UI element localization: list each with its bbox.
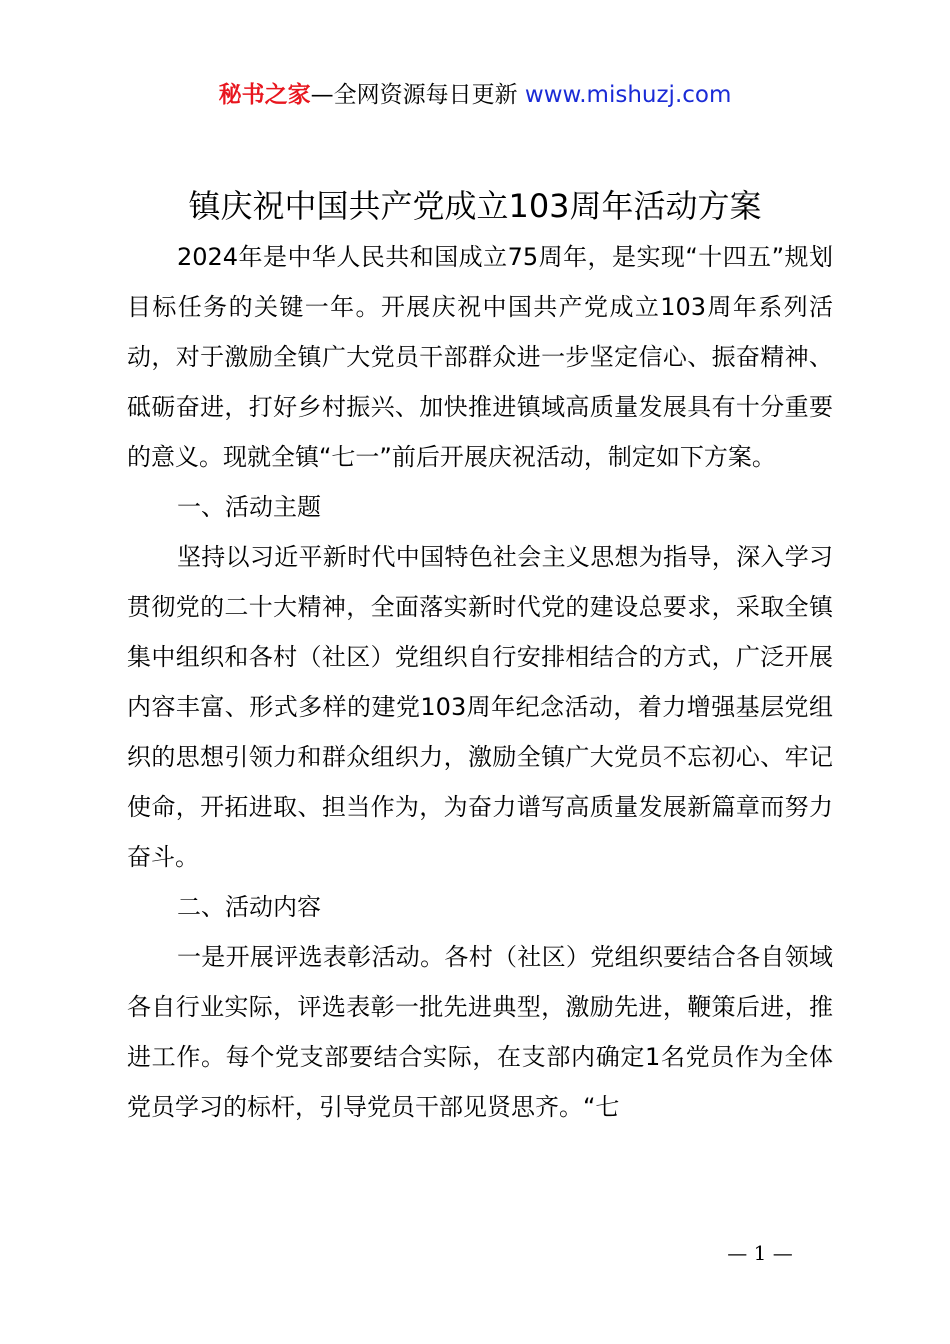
section-heading-theme: 一、活动主题 [177, 493, 321, 521]
header-slogan: —全网资源每日更新 [310, 82, 518, 108]
paragraph-content: 一是开展评选表彰活动。各村（社区）党组织要结合各自领域各自行业实际，评选表彰一批先进典型，激励先进，鞭策后进，推进工作。每个党支部要结合实际，在支部内确定1名党员作为全体党员学习的标杆，引导党员干部见贤思齐。“七 [127, 943, 833, 1121]
paragraph-theme: 坚持以习近平新时代中国特色社会主义思想为指导，深入学习贯彻党的二十大精神，全面落实新时代党的建设总要求，采取全镇集中组织和各村（社区）党组织自行安排相结合的方式，广泛开展内容丰富、形式多样的建党103周年纪念活动，着力增强基层党组织的思想引领力和群众组织力，激励全镇广大党员不忘初心、牢记使命，开拓进取、担当作为，为奋力谱写高质量发展新篇章而努力奋斗。 [127, 543, 833, 871]
site-url-link[interactable]: www.mishuzj.com [524, 82, 732, 108]
document-body [127, 232, 833, 1132]
site-header [0, 78, 950, 112]
section-heading-content: 二、活动内容 [177, 893, 321, 921]
document-title: 镇庆祝中国共产党成立103周年活动方案 [188, 187, 762, 225]
paragraph-intro: 2024年是中华人民共和国成立75周年，是实现“十四五”规划目标任务的关键一年。开展庆祝中国共产党成立103周年系列活动，对于激励全镇广大党员干部群众进一步坚定信心、振奋精神、砥砺奋进，打好乡村振兴、加快推进镇域高质量发展具有十分重要的意义。现就全镇“七一”前后开展庆祝活动，制定如下方案。 [127, 243, 833, 471]
brand-name: 秘书之家 [218, 82, 311, 108]
page-number: — 1 — [727, 1241, 793, 1265]
